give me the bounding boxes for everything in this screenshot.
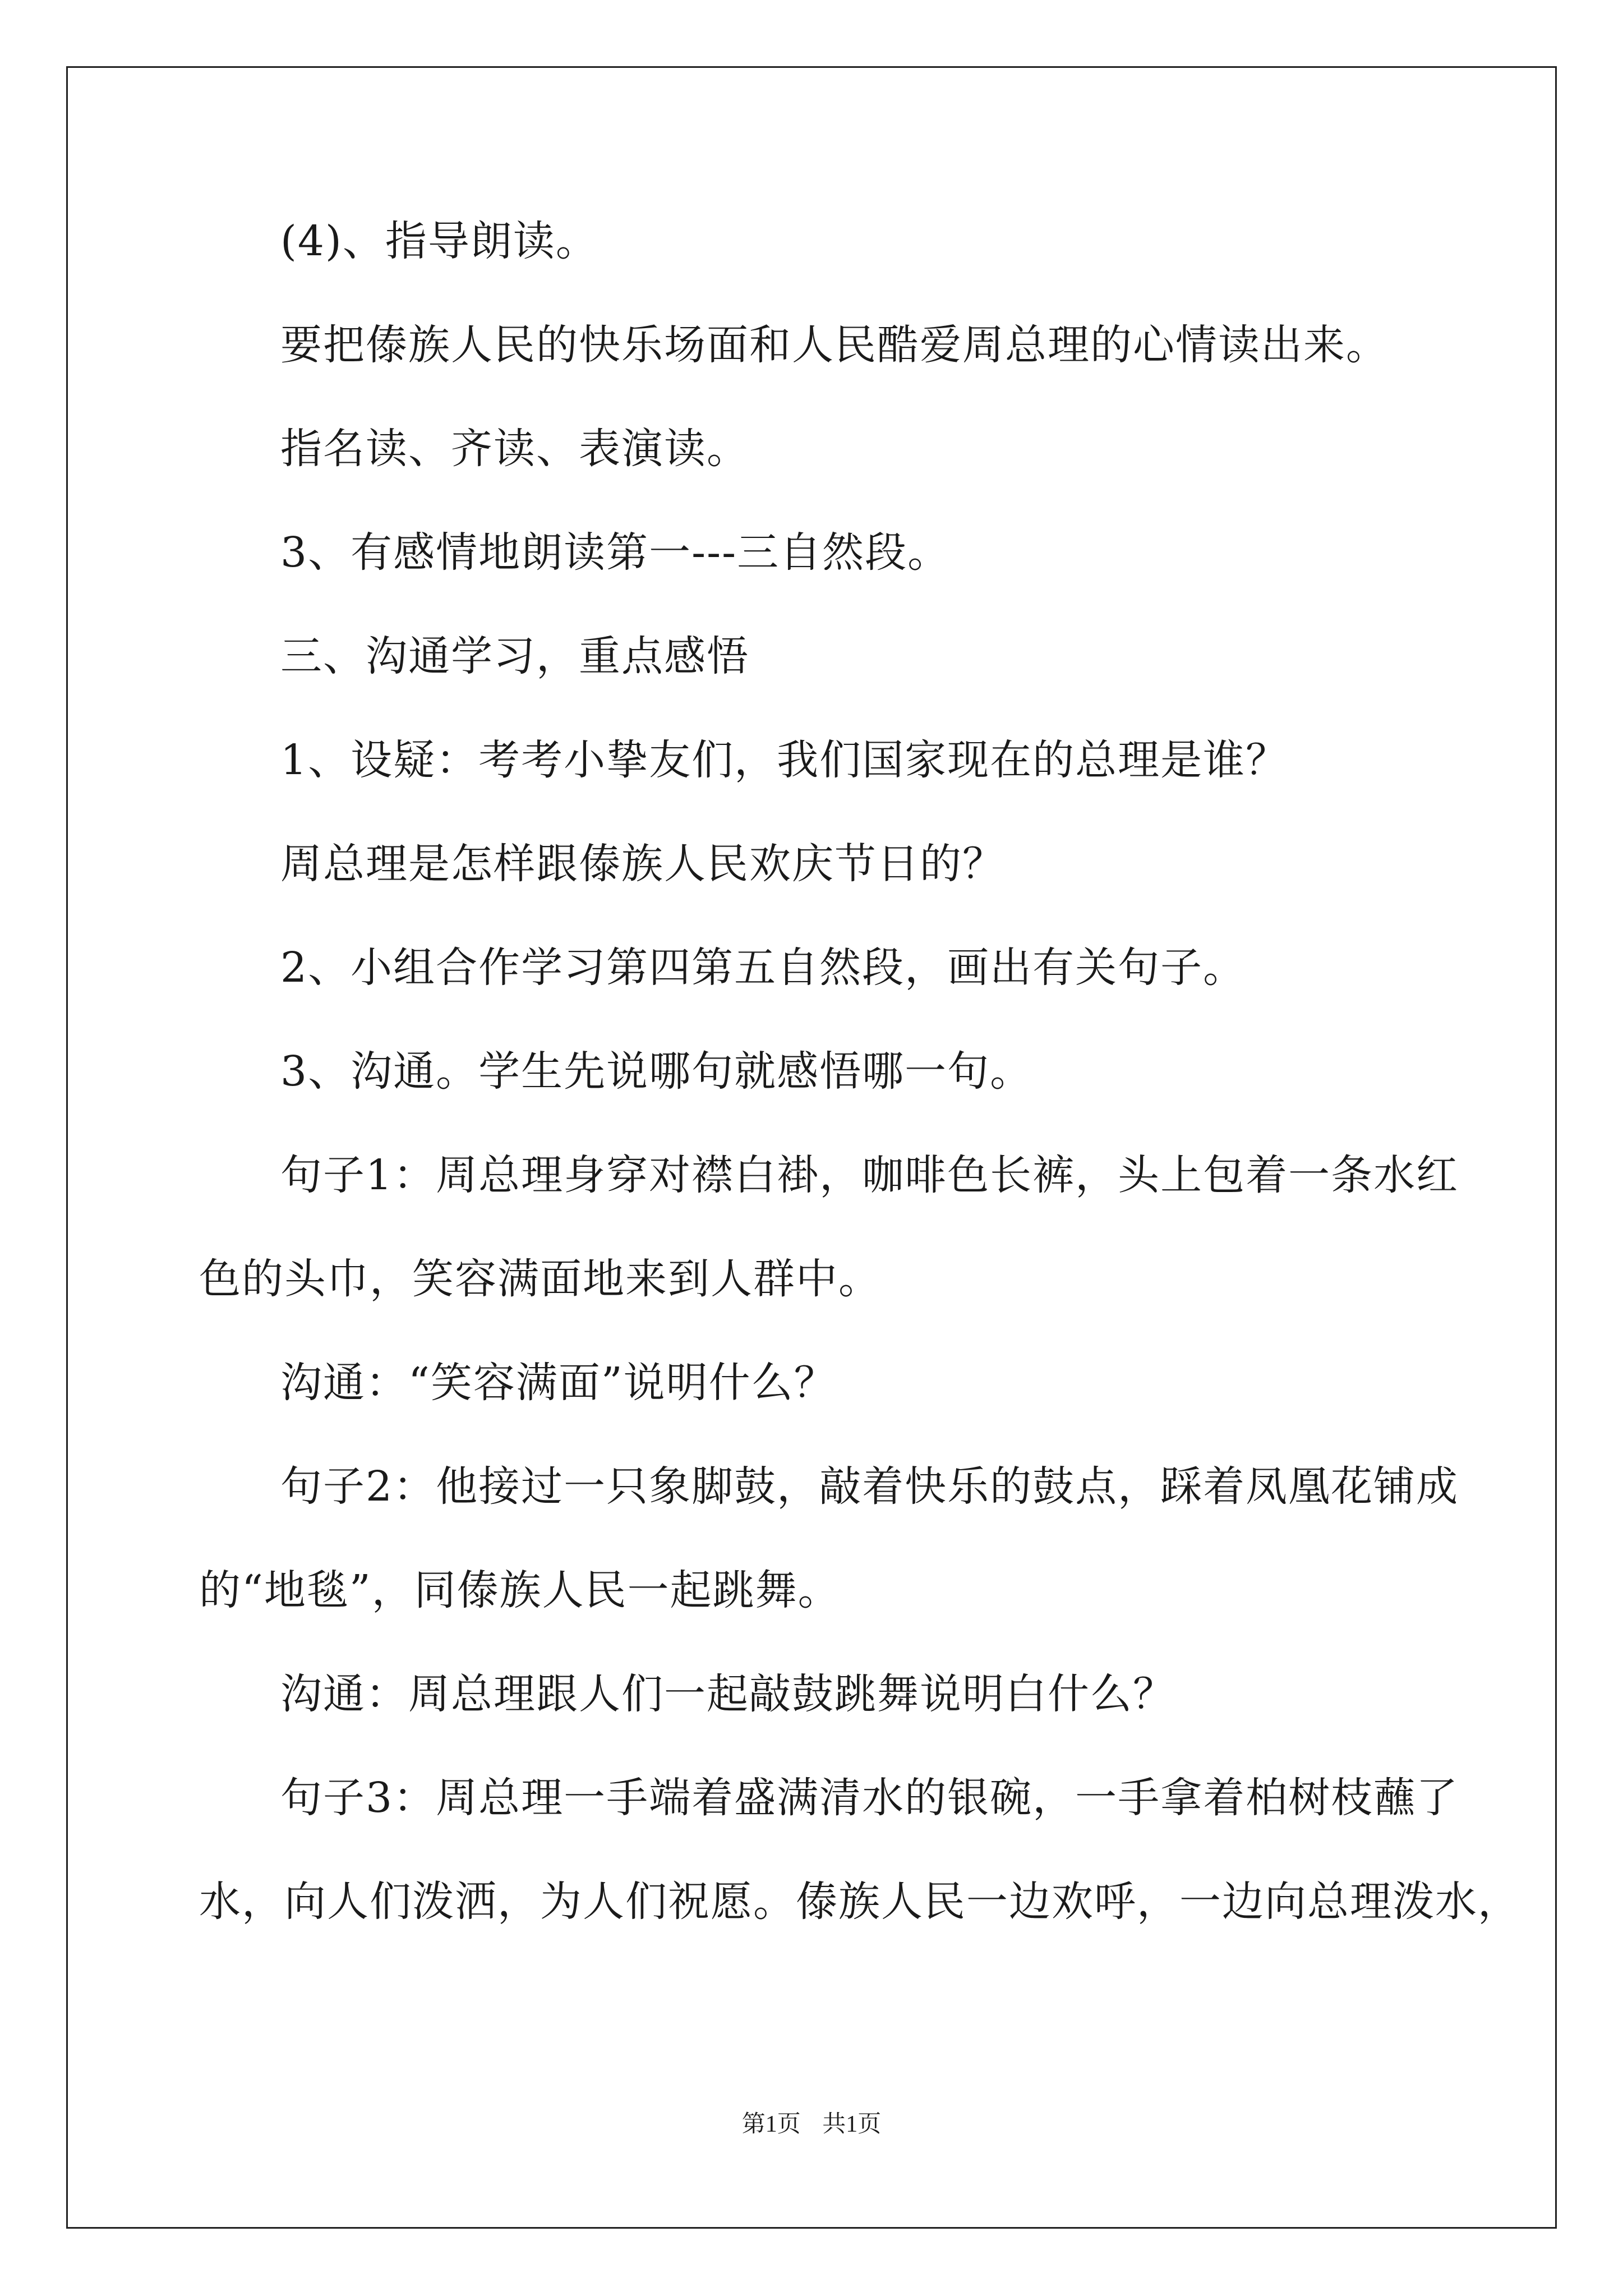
paragraph-line: 3、沟通。学生先说哪句就感悟哪一句。 <box>280 1047 1033 1096</box>
paragraph-line: 句子1：周总理身穿对襟白褂，咖啡色长裤，头上包着一条水红 <box>280 1151 1459 1199</box>
page-number: 第1页 <box>741 2111 801 2137</box>
paragraph-line: 1、设疑：考考小挚友们，我们国家现在的总理是谁？ <box>280 736 1289 784</box>
paragraph-line: 3、有感情地朗读第一---三自然段。 <box>280 528 951 577</box>
paragraph-line: 沟通：周总理跟人们一起敲鼓跳舞说明白什么？ <box>280 1670 1175 1718</box>
paragraph-line: (4)、指导朗读。 <box>280 217 598 265</box>
page-total: 共1页 <box>822 2111 882 2137</box>
page-footer <box>0 2108 1623 2141</box>
paragraph-line: 句子2：他接过一只象脚鼓，敲着快乐的鼓点，踩着凤凰花铺成 <box>280 1462 1459 1511</box>
paragraph-line: 句子3：周总理一手端着盛满清水的银碗，一手拿着柏树枝蘸了 <box>280 1774 1459 1822</box>
paragraph-line: 的“地毯”，同傣族人民一起跳舞。 <box>199 1566 841 1614</box>
section-heading: 三、沟通学习，重点感悟 <box>280 632 749 680</box>
paragraph-line: 指名读、齐读、表演读。 <box>280 425 749 473</box>
paragraph-line: 周总理是怎样跟傣族人民欢庆节日的？ <box>280 840 1005 888</box>
paragraph-line: 色的头巾，笑容满面地来到人群中。 <box>199 1255 881 1303</box>
paragraph-line: 沟通：“笑容满面”说明什么？ <box>280 1359 837 1407</box>
paragraph-line: 水，向人们泼洒，为人们祝愿。傣族人民一边欢呼，一边向总理泼水， <box>199 1878 1520 1926</box>
paragraph-line: 2、小组合作学习第四第五自然段，画出有关句子。 <box>280 944 1246 992</box>
paragraph-line: 要把傣族人民的快乐场面和人民酷爱周总理的心情读出来。 <box>280 321 1389 369</box>
